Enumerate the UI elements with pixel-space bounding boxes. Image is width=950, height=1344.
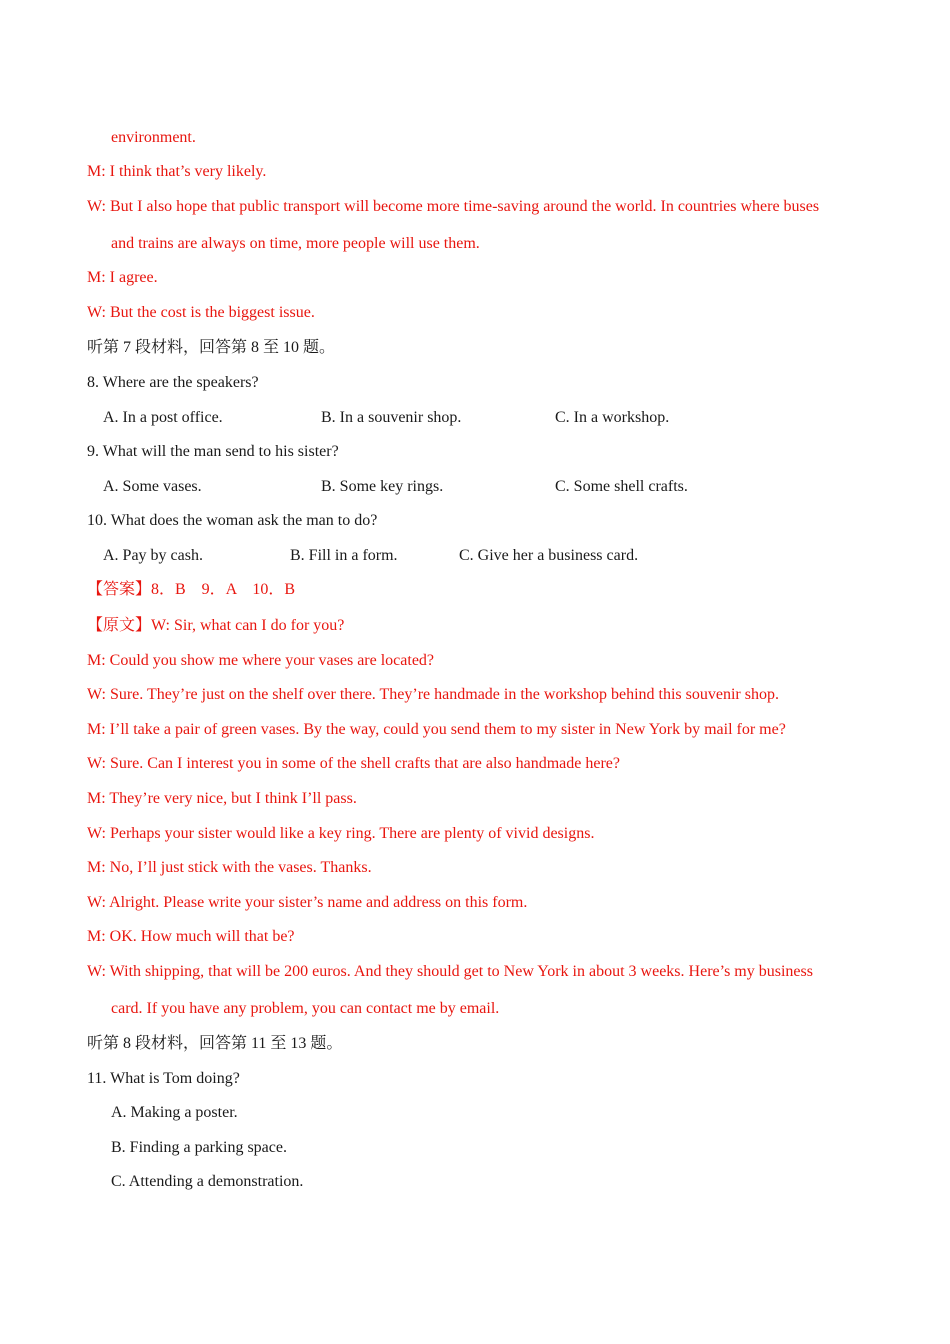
transcript-line: M: I think that’s very likely. <box>87 163 267 180</box>
transcript-line: and trains are always on time, more people will use them. <box>111 235 480 252</box>
option-b: B. Some key rings. <box>321 478 444 495</box>
option-c: C. Give her a business card. <box>459 547 639 564</box>
option-b: B. Finding a parking space. <box>111 1139 287 1156</box>
section-heading: 听第 8 段材料，回答第 11 至 13 题。 <box>87 1035 343 1052</box>
question-stem: 9. What will the man send to his sister? <box>87 443 339 460</box>
transcript-text: W: Sir, what can I do for you? <box>151 617 345 634</box>
transcript-line: W: But the cost is the biggest issue. <box>87 304 315 321</box>
option-c: C. Some shell crafts. <box>555 478 688 495</box>
option-a: A. Some vases. <box>103 478 202 495</box>
transcript-line: M: No, I’ll just stick with the vases. Thanks. <box>87 859 372 876</box>
transcript-line <box>87 616 344 636</box>
option-c: C. Attending a demonstration. <box>111 1173 304 1190</box>
question-stem: 8. Where are the speakers? <box>87 374 259 391</box>
transcript-line: M: OK. How much will that be? <box>87 928 295 945</box>
transcript-label: 【原文】 <box>87 617 152 634</box>
transcript-line: card. If you have any problem, you can contact me by email. <box>111 1000 500 1017</box>
transcript-line: W: Sure. Can I interest you in some of the shell crafts that are also handmade here? <box>87 755 620 772</box>
option-b: B. Fill in a form. <box>290 547 398 564</box>
option-a: A. Pay by cash. <box>103 547 203 564</box>
transcript-line: W: With shipping, that will be 200 euros. And they should get to New York in about 3 weeks. Here’s my business <box>87 963 813 980</box>
option-a: A. Making a poster. <box>111 1104 238 1121</box>
transcript-line: W: Perhaps your sister would like a key ring. There are plenty of vivid designs. <box>87 825 595 842</box>
answer-key: 【答案】8．B 9．A 10．B <box>87 581 296 598</box>
transcript-line: M: They’re very nice, but I think I’ll pass. <box>87 790 357 807</box>
transcript-line: M: Could you show me where your vases are located? <box>87 652 435 669</box>
transcript-line: M: I’ll take a pair of green vases. By the way, could you send them to my sister in New York by mail for me? <box>87 721 786 738</box>
question-stem: 10. What does the woman ask the man to do? <box>87 512 378 529</box>
transcript-line: environment. <box>111 129 196 146</box>
transcript-line: W: Sure. They’re just on the shelf over there. They’re handmade in the workshop behind this souvenir shop. <box>87 686 779 703</box>
section-heading: 听第 7 段材料，回答第 8 至 10 题。 <box>87 339 336 356</box>
transcript-line: W: But I also hope that public transport will become more time-saving around the world. In countries where buses <box>87 198 820 215</box>
option-a: A. In a post office. <box>103 409 223 426</box>
question-stem: 11. What is Tom doing? <box>87 1070 240 1087</box>
option-c: C. In a workshop. <box>555 409 670 426</box>
option-b: B. In a souvenir shop. <box>321 409 462 426</box>
transcript-line: W: Alright. Please write your sister’s name and address on this form. <box>87 894 528 911</box>
transcript-line: M: I agree. <box>87 269 158 286</box>
